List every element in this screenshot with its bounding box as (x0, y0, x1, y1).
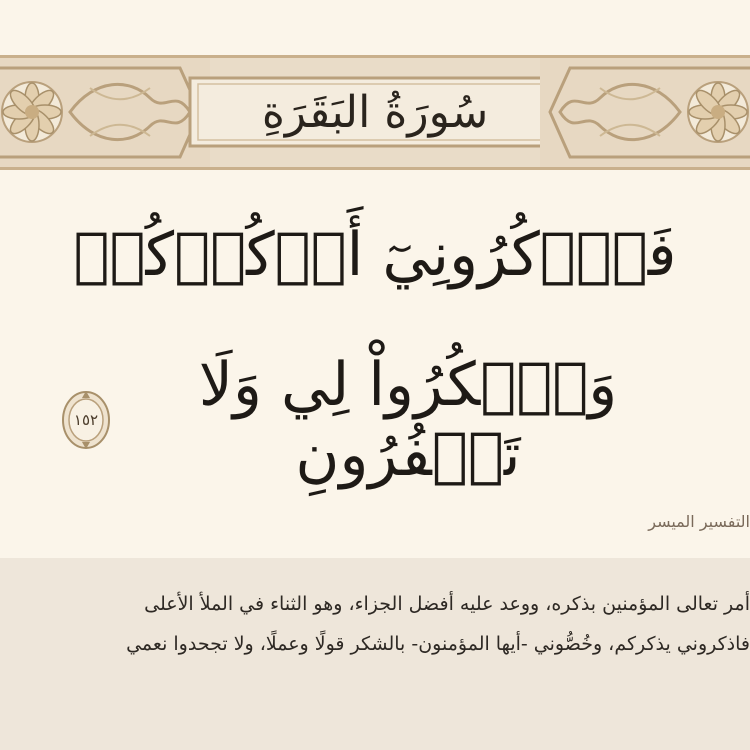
ayah-number: ١٥٢ (73, 411, 99, 429)
title-cartouche (180, 68, 570, 156)
surah-header-band (0, 55, 750, 170)
verse-line-2: وَٱشۡكُرُواْ لِي وَلَا تَكۡفُرُونِ (198, 350, 618, 490)
verse-line-1: فَٱذۡكُرُونِيٓ أَذۡكُرۡكُمۡ (73, 220, 677, 290)
tafsir-text (0, 584, 750, 664)
arabesque-ornament-left (0, 58, 210, 167)
floral-rosette-icon (688, 82, 748, 142)
ayah-end-marker (60, 389, 112, 451)
tafsir-panel (0, 558, 750, 750)
tafsir-line-1: أمر تعالى المؤمنين بذكره، ووعد عليه أفضل الجزاء، وهو الثناء في الملأ الأعلى (144, 593, 750, 615)
arabesque-ornament-right (540, 58, 750, 167)
floral-rosette-icon (2, 82, 62, 142)
surah-title: سُورَةُ البَقَرَةِ (261, 86, 489, 138)
verse-line-2-container (60, 350, 690, 490)
tafsir-source-label: التفسير الميسر (648, 512, 750, 531)
tafsir-line-2: فاذكروني يذكركم، وخُصُّوني -أيها المؤمنون- بالشكر قولًا وعملًا، ولا تجحدوا نعمي (126, 633, 750, 655)
